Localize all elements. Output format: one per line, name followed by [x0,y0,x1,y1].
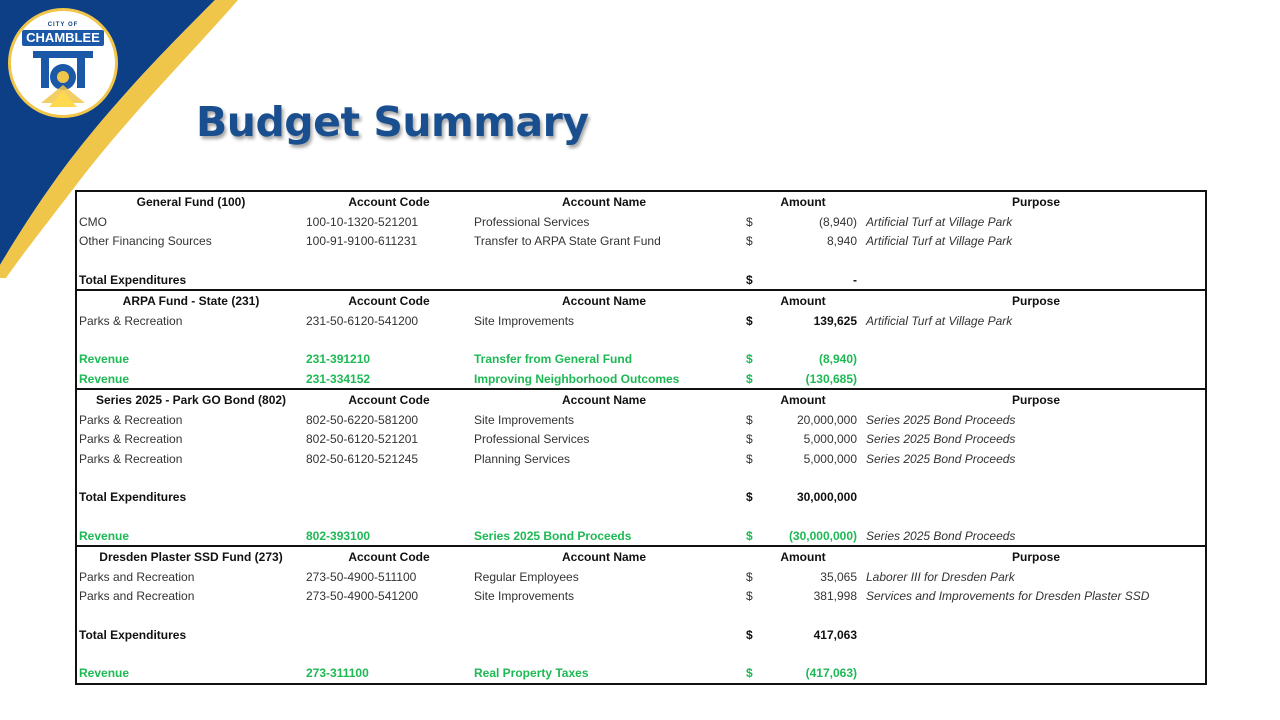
dollar-sign: $ [746,528,753,543]
account-name: Planning Services [474,451,571,466]
account-code: 100-10-1320-521201 [306,214,419,229]
purpose-text: Series 2025 Bond Proceeds [866,412,1016,427]
account-code: 802-393100 [306,528,371,543]
row-label: Revenue [79,666,130,680]
row-label: CMO [79,214,107,229]
page-title: Budget Summary [196,98,589,146]
row-label: Total Expenditures [79,272,187,287]
amount-value: (8,940) [818,352,857,366]
account-code: 231-50-6120-541200 [306,313,419,328]
purpose-text: Series 2025 Bond Proceeds [866,432,1016,446]
account-name: Regular Employees [474,569,579,584]
account-name: Professional Services [474,432,590,446]
account-code-header: Account Code [348,393,430,407]
table-row [77,212,1205,232]
table-row [77,449,1205,469]
table-row [77,586,1205,606]
table-row [77,429,1205,449]
section-header-row [77,192,1205,212]
dollar-sign: $ [746,569,753,584]
account-code-header: Account Code [348,195,430,209]
spacer-row [77,468,1205,487]
purpose-text: Series 2025 Bond Proceeds [866,451,1016,466]
table-row [77,567,1205,587]
row-label: Parks & Recreation [79,313,183,328]
revenue-row [77,663,1205,683]
row-label: Parks & Recreation [79,451,183,466]
purpose-text: Artificial Turf at Village Park [866,214,1013,229]
total-row [77,625,1205,645]
amount-value: (130,685) [805,371,857,386]
amount-value: (8,940) [818,214,857,229]
account-code: 802-50-6120-521245 [306,451,419,466]
amount-value: 20,000,000 [796,412,857,427]
purpose-text: Artificial Turf at Village Park [866,313,1013,328]
account-name-header: Account Name [561,550,647,564]
account-name-header: Account Name [561,393,647,407]
spacer-row [77,330,1205,349]
amount-header: Amount [780,393,826,407]
account-code-header: Account Code [348,294,430,308]
account-name: Series 2025 Bond Proceeds [474,528,632,543]
amount-value: - [853,272,857,287]
amount-header: Amount [780,195,826,209]
account-name-header: Account Name [561,195,647,209]
purpose-header: Purpose [1011,195,1060,209]
city-logo [8,8,118,118]
amount-value: 381,998 [813,589,857,603]
fund-section [75,545,1207,685]
row-label: Revenue [79,352,130,366]
row-label: Parks and Recreation [79,589,195,603]
row-label: Parks & Recreation [79,412,183,427]
amount-value: 5,000,000 [803,451,857,466]
amount-value: 5,000,000 [803,432,857,446]
spacer-row [77,251,1205,270]
row-label: Parks & Recreation [79,432,183,446]
account-code: 273-50-4900-541200 [306,589,419,603]
account-code: 802-50-6220-581200 [306,412,419,427]
row-label: Revenue [79,371,130,386]
amount-value: (30,000,000) [788,528,857,543]
purpose-header: Purpose [1011,393,1060,407]
logo-city-name: CHAMBLEE [22,30,104,46]
dollar-sign: $ [746,313,753,328]
dollar-sign: $ [746,666,753,680]
row-label: Other Financing Sources [79,234,212,248]
account-name: Site Improvements [474,313,575,328]
purpose-header: Purpose [1011,550,1060,564]
dollar-sign: $ [746,214,753,229]
table-row [77,410,1205,430]
dollar-sign: $ [746,352,753,366]
dollar-sign: $ [746,627,753,642]
fund-name-header: General Fund (100) [136,195,246,209]
logo-top-text: CITY OF [47,22,79,28]
account-name: Transfer to ARPA State Grant Fund [474,234,661,248]
revenue-row [77,349,1205,369]
purpose-text: Services and Improvements for Dresden Plaster SSD [866,589,1150,603]
section-header-row [77,390,1205,410]
amount-value: 35,065 [820,569,857,584]
amount-header: Amount [780,550,826,564]
amount-value: 139,625 [813,313,857,328]
fund-section [75,289,1207,390]
purpose-text: Series 2025 Bond Proceeds [866,528,1016,543]
row-label: Revenue [79,528,130,543]
account-name: Improving Neighborhood Outcomes [474,371,680,386]
section-header-row [77,291,1205,311]
total-row [77,487,1205,507]
dollar-sign: $ [746,490,753,504]
purpose-text: Laborer III for Dresden Park [866,569,1015,584]
account-code: 273-311100 [306,666,369,680]
account-name: Site Improvements [474,589,575,603]
fund-name-header: Series 2025 - Park GO Bond (802) [95,393,287,407]
row-label: Parks and Recreation [79,569,195,584]
table-row [77,311,1205,331]
dollar-sign: $ [746,589,753,603]
dollar-sign: $ [746,432,753,446]
purpose-text: Artificial Turf at Village Park [866,234,1013,248]
fund-name-header: ARPA Fund - State (231) [122,294,260,308]
dollar-sign: $ [746,451,753,466]
account-code: 273-50-4900-511100 [306,569,417,584]
fund-name-header: Dresden Plaster SSD Fund (273) [99,550,283,564]
row-label: Total Expenditures [79,627,187,642]
total-row [77,270,1205,290]
account-code: 231-391210 [306,352,371,366]
dollar-sign: $ [746,272,753,287]
spacer-row [77,606,1205,625]
row-label: Total Expenditures [79,490,187,504]
revenue-row [77,369,1205,389]
spacer-row [77,507,1205,526]
train-emblem-icon [11,11,115,115]
purpose-header: Purpose [1011,294,1060,308]
account-name-header: Account Name [561,294,647,308]
amount-header: Amount [780,294,826,308]
section-header-row [77,547,1205,567]
account-code-header: Account Code [348,550,430,564]
spacer-row [77,644,1205,663]
fund-section [75,388,1207,547]
account-code: 231-334152 [306,371,371,386]
amount-value: 30,000,000 [796,490,857,504]
account-code: 100-91-9100-611231 [306,234,418,248]
account-code: 802-50-6120-521201 [306,432,419,446]
budget-table [75,190,1207,685]
amount-value: 8,940 [826,234,857,248]
account-name: Site Improvements [474,412,575,427]
account-name: Real Property Taxes [474,666,589,680]
amount-value: (417,063) [805,666,857,680]
dollar-sign: $ [746,371,753,386]
amount-value: 417,063 [813,627,857,642]
revenue-row [77,526,1205,546]
table-row [77,231,1205,251]
dollar-sign: $ [746,412,753,427]
dollar-sign: $ [746,234,753,248]
account-name: Professional Services [474,214,590,229]
account-name: Transfer from General Fund [474,352,633,366]
fund-section [75,190,1207,291]
